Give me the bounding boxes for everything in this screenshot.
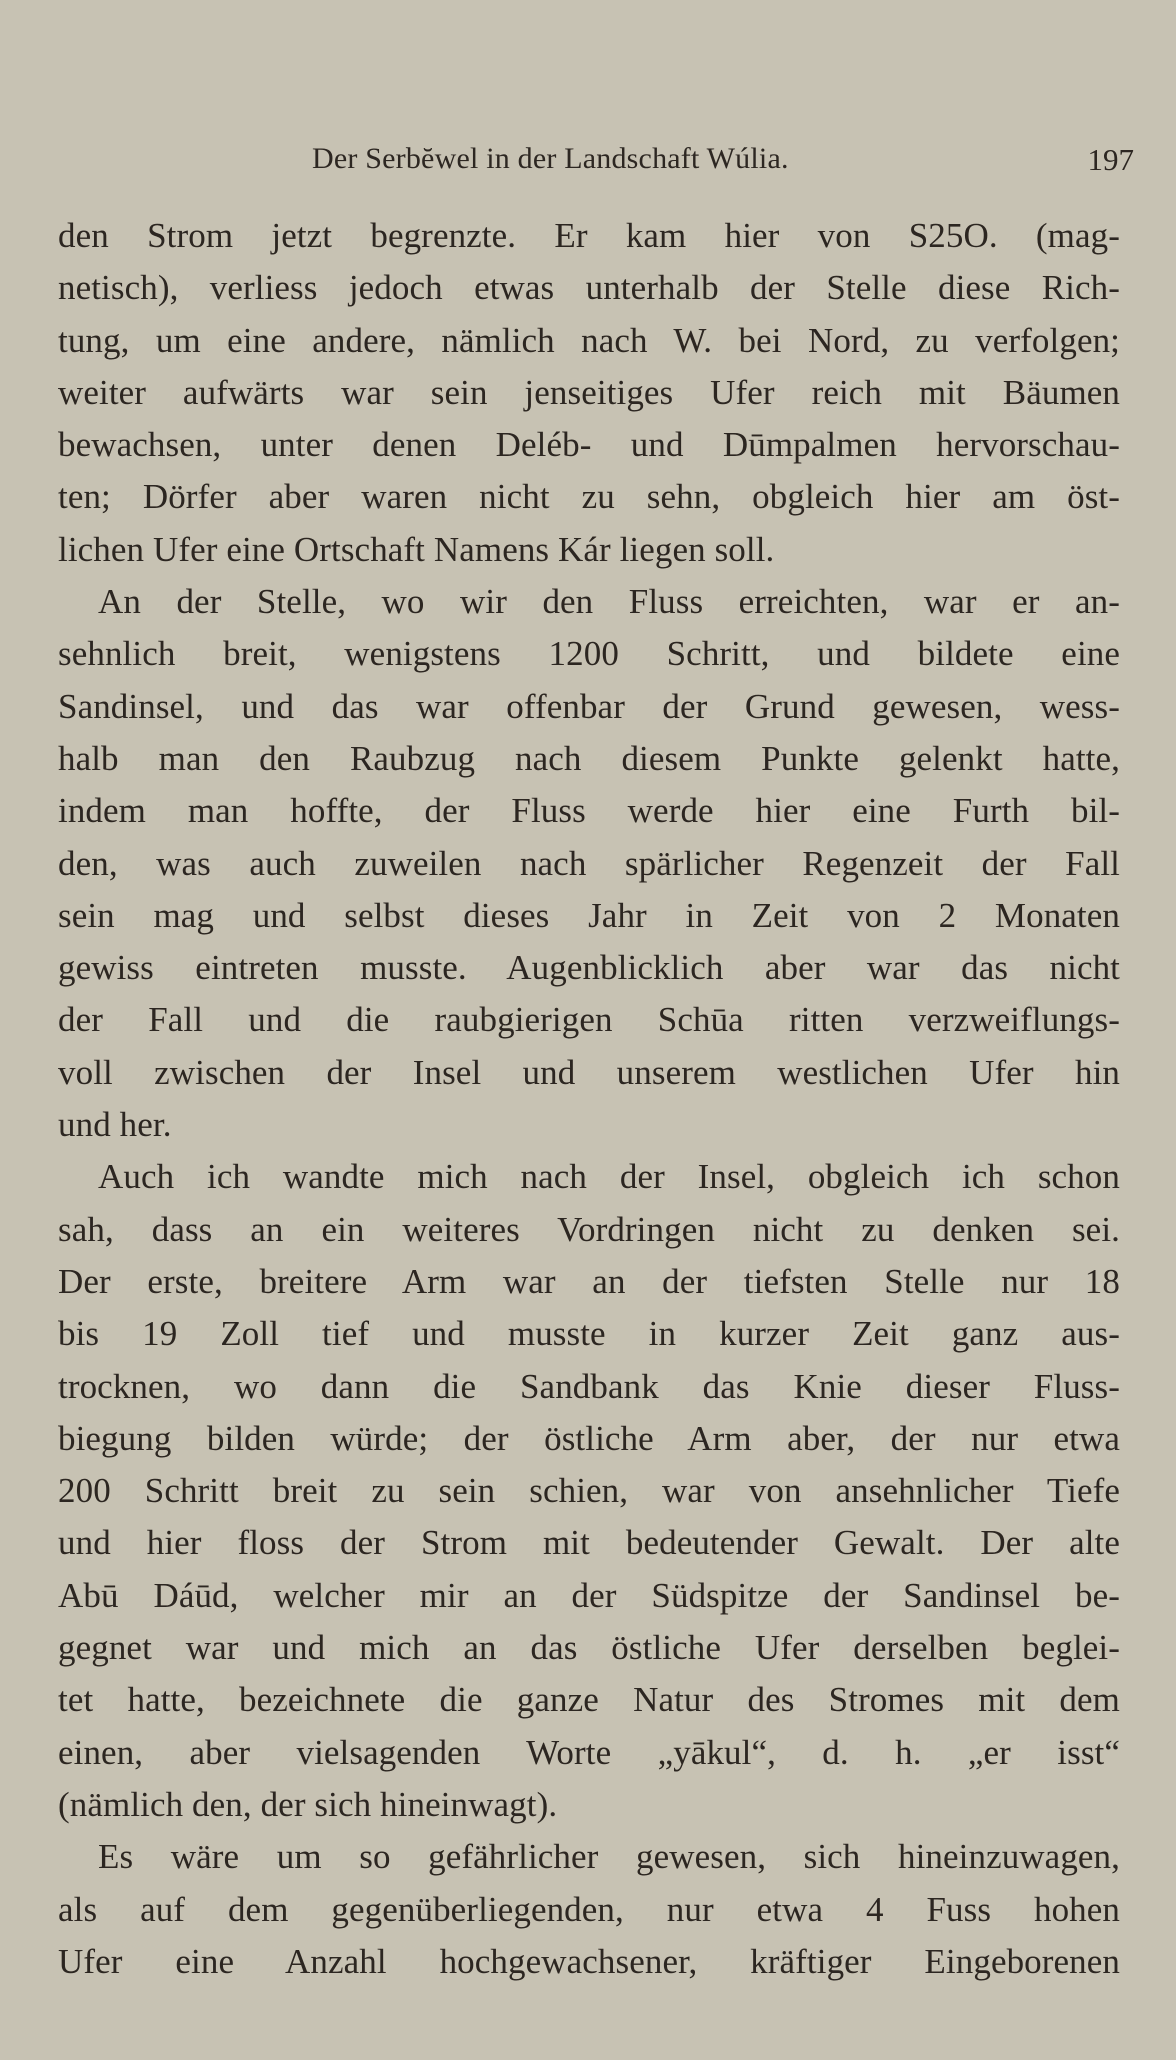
text-line: Der erste, breitere Arm war an der tiefsten Stelle nur 18 bbox=[58, 1261, 1120, 1301]
paragraph-4 bbox=[58, 1831, 1120, 1988]
text-line: sein mag und selbst dieses Jahr in Zeit von 2 Monaten bbox=[58, 895, 1120, 935]
text-line: und her. bbox=[58, 1105, 172, 1145]
text-line: sah, dass an ein weiteres Vordringen nicht zu denken sei. bbox=[58, 1209, 1120, 1249]
text-line: als auf dem gegenüberliegenden, nur etwa 4 Fuss hohen bbox=[58, 1889, 1120, 1929]
text-line: Abū Dáūd, welcher mir an der Südspitze der Sandinsel be- bbox=[58, 1575, 1120, 1615]
paragraph-2 bbox=[58, 576, 1120, 1151]
text-line: gewiss eintreten musste. Augenblicklich aber war das nicht bbox=[58, 948, 1120, 988]
text-line: den, was auch zuweilen nach spärlicher Regenzeit der Fall bbox=[58, 843, 1120, 883]
text-line: weiter aufwärts war sein jenseitiges Ufer reich mit Bäumen bbox=[58, 372, 1120, 412]
paragraph-3 bbox=[58, 1151, 1120, 1831]
running-head bbox=[62, 142, 1134, 182]
page-number: 197 bbox=[1087, 142, 1134, 177]
text-line: Ufer eine Anzahl hochgewachsener, kräftiger Eingeborenen bbox=[58, 1941, 1120, 1981]
text-line: Auch ich wandte mich nach der Insel, obgleich ich schon bbox=[98, 1157, 1120, 1197]
text-line: An der Stelle, wo wir den Fluss erreichten, war er an- bbox=[98, 582, 1120, 622]
text-line: Es wäre um so gefährlicher gewesen, sich hineinzuwagen, bbox=[98, 1837, 1120, 1877]
text-line: bis 19 Zoll tief und musste in kurzer Zeit ganz aus- bbox=[58, 1314, 1120, 1354]
text-line: 200 Schritt breit zu sein schien, war von ansehnlicher Tiefe bbox=[58, 1471, 1120, 1511]
text-line: halb man den Raubzug nach diesem Punkte gelenkt hatte, bbox=[58, 738, 1120, 778]
text-line: indem man hoffte, der Fluss werde hier eine Furth bil- bbox=[58, 791, 1120, 831]
text-line: biegung bilden würde; der östliche Arm aber, der nur etwa bbox=[58, 1418, 1120, 1458]
text-line: sehnlich breit, wenigstens 1200 Schritt, und bildete eine bbox=[58, 634, 1120, 674]
text-line: der Fall und die raubgierigen Schūa ritten verzweiflungs- bbox=[58, 1000, 1120, 1040]
text-line: ten; Dörfer aber waren nicht zu sehn, obgleich hier am öst- bbox=[58, 477, 1120, 517]
running-title: Der Serbĕwel in der Landschaft Wúlia. bbox=[312, 142, 789, 175]
text-line: trocknen, wo dann die Sandbank das Knie dieser Fluss- bbox=[58, 1366, 1120, 1406]
text-line: Sandinsel, und das war offenbar der Grund gewesen, wess- bbox=[58, 686, 1120, 726]
paragraph-1 bbox=[58, 210, 1120, 576]
text-line: netisch), verliess jedoch etwas unterhalb der Stelle diese Rich- bbox=[58, 268, 1120, 308]
text-line: tung, um eine andere, nämlich nach W. bei Nord, zu verfolgen; bbox=[58, 320, 1120, 360]
text-line: gegnet war und mich an das östliche Ufer derselben beglei- bbox=[58, 1628, 1120, 1668]
body-text bbox=[58, 210, 1120, 1988]
text-line: voll zwischen der Insel und unserem westlichen Ufer hin bbox=[58, 1052, 1120, 1092]
text-line: einen, aber vielsagenden Worte „yākul“, d. h. „er isst“ bbox=[58, 1732, 1120, 1772]
text-line: bewachsen, unter denen Deléb- und Dūmpalmen hervorschau- bbox=[58, 425, 1120, 465]
text-line: den Strom jetzt begrenzte. Er kam hier von S25O. (mag- bbox=[58, 216, 1120, 255]
text-line: lichen Ufer eine Ortschaft Namens Kár liegen soll. bbox=[58, 529, 775, 569]
text-line: (nämlich den, der sich hineinwagt). bbox=[58, 1784, 558, 1824]
text-line: und hier floss der Strom mit bedeutender Gewalt. Der alte bbox=[58, 1523, 1120, 1563]
text-line: tet hatte, bezeichnete die ganze Natur des Stromes mit dem bbox=[58, 1680, 1120, 1720]
